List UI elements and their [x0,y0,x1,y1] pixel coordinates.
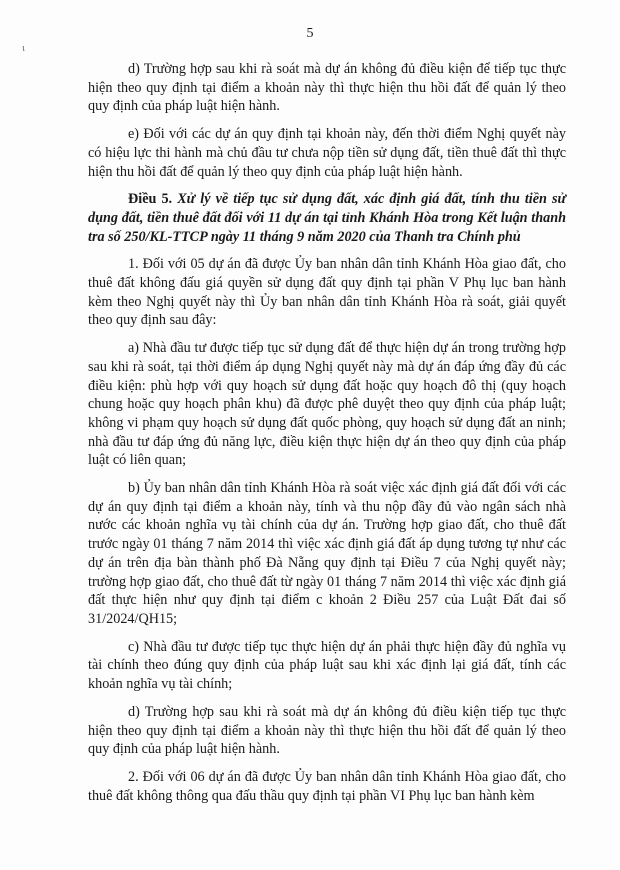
clause-1: 1. Đối với 05 dự án đã được Ủy ban nhân dân tỉnh Khánh Hòa giao đất, cho thuê đất không đấu giá quyền sử dụng đất quy định tại phần V Phụ lục ban hành kèm theo Nghị quyết này thì Ủy ban nhân dân tỉnh Khánh Hòa rà soát, giải quyết theo quy định sau đây: [88,256,566,329]
point-c: c) Nhà đầu tư được tiếp tục thực hiện dự án phải thực hiện đầy đủ nghĩa vụ tài chính theo đúng quy định của pháp luật sau khi xác định lại giá đất, tính các khoản nghĩa vụ tài chính; [88,638,566,693]
margin-mark: ι [22,42,25,54]
article-5-title: Xử lý về tiếp tục sử dụng đất, xác định giá đất, tính thu tiền sử dụng đất, tiền thuê đất đối với 11 dự án tại tỉnh Khánh Hòa trong Kết luận thanh tra số 250/KL-TTCP ngày 11 tháng 9 năm 2020 của Thanh tra Chính phủ [88,191,567,245]
paragraph-e-previous: e) Đối với các dự án quy định tại khoản này, đến thời điểm Nghị quyết này có hiệu lực thi hành mà chủ đầu tư chưa nộp tiền sử dụng đất, tiền thuê đất thì thực hiện thu hồi đất để quản lý theo quy định của pháp luật hiện hành. [88,126,566,180]
point-d: d) Trường hợp sau khi rà soát mà dự án không đủ điều kiện tiếp tục thực hiện theo quy định tại điểm a khoản này thì thực hiện thu hồi đất để quản lý theo quy định của pháp luật hiện hành. [88,703,566,758]
document-body [88,60,566,814]
point-b: b) Ủy ban nhân dân tỉnh Khánh Hòa rà soát việc xác định giá đất đối với các dự án quy định tại điểm a khoản này, tính và thu nộp đầy đủ vào ngân sách nhà nước các khoản nghĩa vụ tài chính của dự án. Trường hợp giao đất, cho thuê đất trước ngày 01 tháng 7 năm 2014 thì việc xác định giá đất áp dụng tương tự như các dự án trên địa bàn thành phố Đà Nẵng quy định tại Điều 7 của Nghị quyết này; trường hợp giao đất, cho thuê đất từ ngày 01 tháng 7 năm 2014 thì việc xác định giá đất thực hiện như quy định tại điểm c khoản 2 Điều 257 của Luật Đất đai số 31/2024/QH15; [88,480,566,627]
page-number: 5 [306,26,314,41]
article-5-heading [88,190,566,246]
point-a: a) Nhà đầu tư được tiếp tục sử dụng đất để thực hiện dự án trong trường hợp sau khi rà soát, tại thời điểm áp dụng Nghị quyết này mà dự án đáp ứng đầy đủ các điều kiện: phù hợp với quy hoạch sử dụng đất hoặc quy hoạch đô thị (quy hoạch chung hoặc quy hoạch phân khu) đã được phê duyệt theo quy định của pháp luật; không vi phạm quy hoạch sử dụng đất quốc phòng, quy hoạch sử dụng đất an ninh; nhà đầu tư đáp ứng đủ năng lực, điều kiện thực hiện dự án theo quy định của pháp luật có liên quan; [88,340,566,469]
article-5-number: Điều 5. [128,191,173,208]
clause-2: 2. Đối với 06 dự án đã được Ủy ban nhân dân tỉnh Khánh Hòa giao đất, cho thuê đất không thông qua đấu thầu quy định tại phần VI Phụ lục ban hành kèm [88,768,566,804]
paragraph-d-previous: d) Trường hợp sau khi rà soát mà dự án không đủ điều kiện để tiếp tục thực hiện theo quy định tại điểm a khoản này thì thực hiện thu hồi đất để quản lý theo quy định của pháp luật hiện hành. [88,61,566,115]
